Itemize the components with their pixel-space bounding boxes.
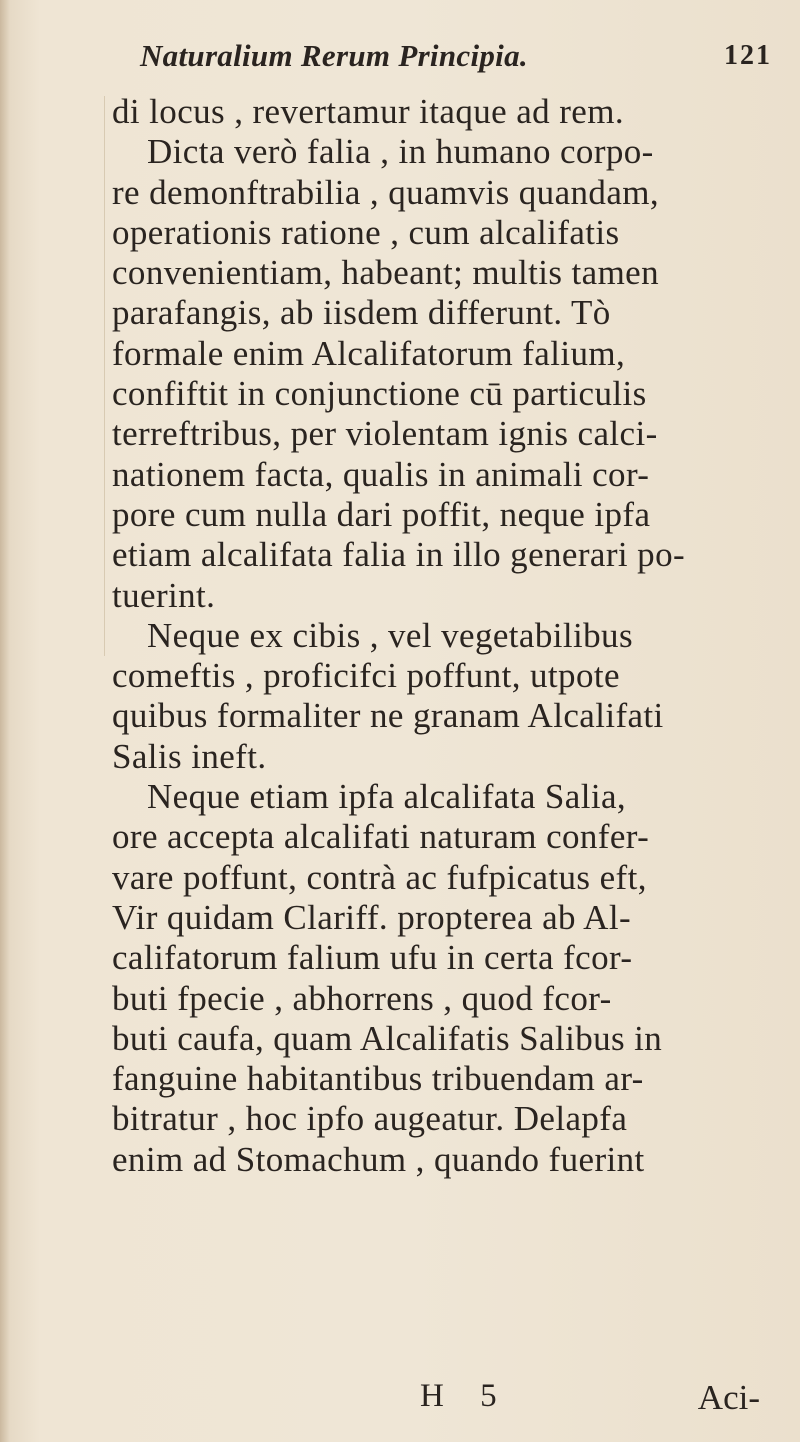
text-line: buti caufa, quam Alcalifatis Salibus in bbox=[112, 1018, 663, 1058]
text-line: bitratur , hoc ipfo augeatur. Delapfa bbox=[112, 1099, 628, 1139]
page-fold-shadow bbox=[0, 0, 10, 1442]
text-line: etiam alcalifata falia in illo generari po- bbox=[112, 535, 686, 575]
text-line: vare poffunt, contrà ac fufpicatus eft, bbox=[112, 857, 647, 897]
catchword: Aci- bbox=[697, 1378, 760, 1417]
text-line: terreftribus, per violentam ignis calci- bbox=[112, 414, 658, 454]
text-line: fanguine habitantibus tribuendam ar- bbox=[112, 1059, 644, 1099]
text-line: enim ad Stomachum , quando fuerint bbox=[112, 1139, 645, 1179]
text-line: Vir quidam Clariff. propterea ab Al- bbox=[112, 897, 631, 937]
text-line: formale enim Alcalifatorum falium, bbox=[112, 333, 626, 373]
text-line: pore cum nulla dari poffit, neque ipfa bbox=[112, 494, 651, 534]
text-line: nationem facta, qualis in animali cor- bbox=[112, 454, 650, 494]
page-number: 121 bbox=[724, 40, 772, 71]
text-line: tuerint. bbox=[112, 575, 216, 615]
margin-rule bbox=[104, 96, 105, 656]
text-line: operationis ratione , cum alcalifatis bbox=[112, 212, 620, 252]
text-line: comeftis , proficifci poffunt, utpote bbox=[112, 656, 620, 696]
text-line: Neque ex cibis , vel vegetabilibus bbox=[147, 615, 633, 655]
text-line: re demonftrabilia , quamvis quandam, bbox=[112, 172, 660, 212]
running-title: Naturalium Rerum Principia. bbox=[140, 38, 528, 73]
page-footer bbox=[420, 1378, 760, 1422]
text-line: califatorum falium ufu in certa fcor- bbox=[112, 938, 633, 978]
text-line: convenientiam, habeant; multis tamen bbox=[112, 253, 660, 293]
page-header bbox=[140, 38, 772, 88]
text-line: di locus , revertamur itaque ad rem. bbox=[112, 92, 624, 131]
body-text bbox=[112, 92, 792, 1180]
text-line: buti fpecie , abhorrens , quod fcor- bbox=[112, 978, 612, 1018]
text-line: Dicta verò falia , in humano corpo- bbox=[147, 132, 654, 172]
text-line: parafangis, ab iisdem differunt. Tò bbox=[112, 293, 611, 333]
text-line: quibus formaliter ne granam Alcalifati bbox=[112, 696, 664, 736]
text-line: Salis ineft. bbox=[112, 736, 267, 776]
text-line: Neque etiam ipfa alcalifata Salia, bbox=[147, 777, 627, 817]
signature-mark: H 5 bbox=[420, 1378, 511, 1414]
text-line: ore accepta alcalifati naturam confer- bbox=[112, 817, 650, 857]
text-line: confiftit in conjunctione cū particulis bbox=[112, 374, 647, 414]
